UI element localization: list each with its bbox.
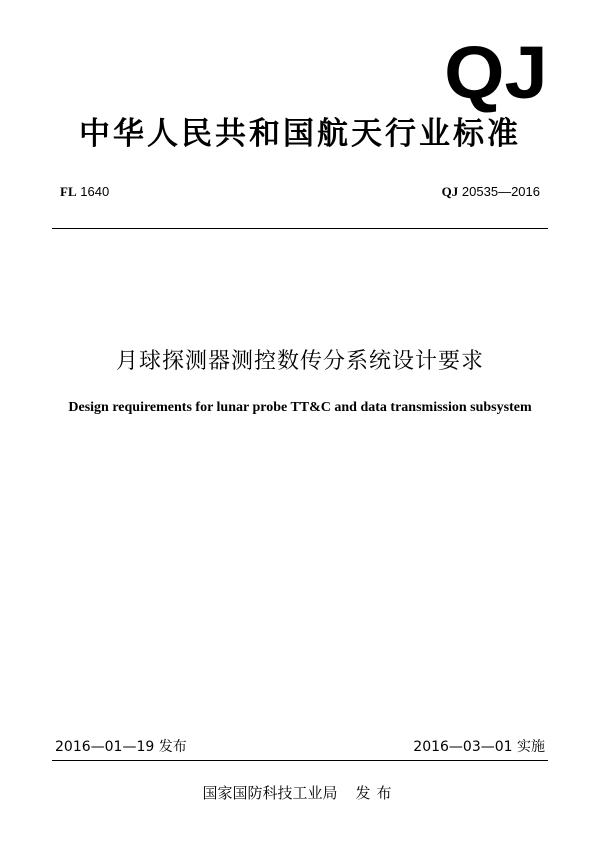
implementation-date: 2016—03—01 实施 (413, 739, 545, 755)
standard-type-heading: 中华人民共和国航天行业标准 (79, 116, 521, 152)
qj-logo: QJ (444, 31, 548, 114)
standard-number-value: 20535—2016 (461, 184, 540, 199)
classification-code (60, 184, 109, 200)
issuer-verb: 发布 (355, 784, 398, 802)
title-chinese: 月球探测器测控数传分系统设计要求 (115, 349, 484, 374)
issuer-name: 国家国防科技工业局 (202, 784, 338, 802)
title-english: Design requirements for lunar probe TT&C and data transmission subsystem (68, 400, 532, 415)
classification-prefix: FL (60, 184, 77, 199)
classification-number: 1640 (80, 184, 110, 199)
standard-number (442, 184, 540, 200)
identifier-row (60, 184, 540, 204)
dates-row (55, 736, 545, 756)
issue-date: 2016—01—19 发布 (55, 739, 187, 755)
bottom-divider (52, 760, 548, 761)
issuer-line (0, 782, 600, 803)
top-divider (52, 228, 548, 229)
standard-prefix: QJ (441, 184, 459, 199)
